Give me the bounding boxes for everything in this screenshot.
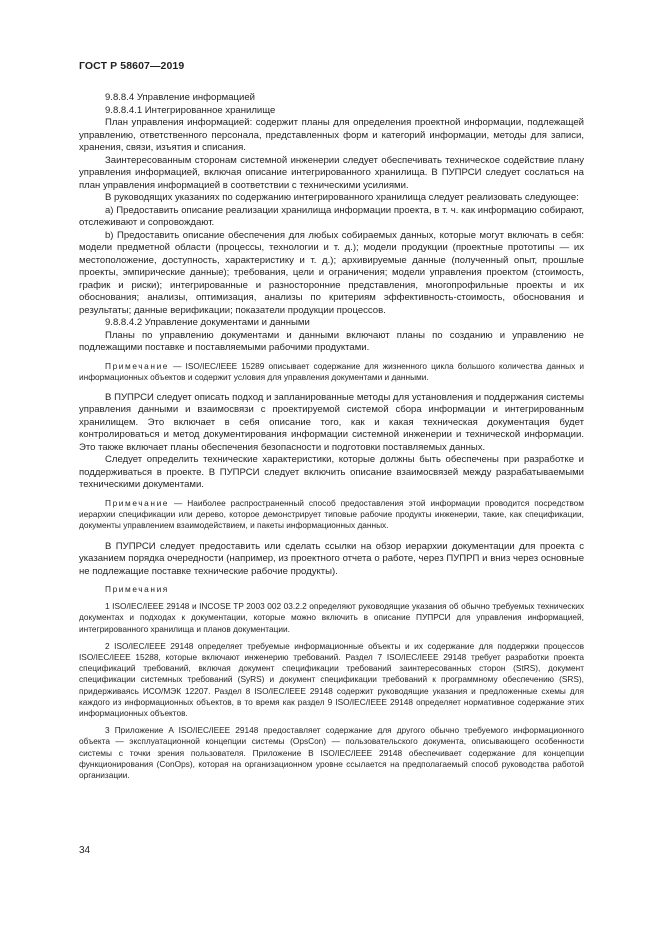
paragraph: План управления информацией: содержит планы для определения проектной информации, подлежащей управлению, ответственного персонала, представленных форм и категорий информации, методы для записи, хранения, связи, изъятия и списания. <box>79 117 584 153</box>
page-number: 34 <box>79 845 91 856</box>
numbered-note-2: 2 ISO/IEC/IEEE 29148 определяет требуемые информационные объекты и их содержание для поддержки процессов ISO/IEC/IEEE 15288, которые включают инженерию требований. Раздел 7 ISO/IEC/IEEE 29148 требует разработки проекта спецификаций требований, включая документ спецификации требований заинтересованных сторон (StRS), документ спецификации системных требований (SyRS) и документ спецификации требований к программному обеспечению (SRS), придерживаясь ИСО/МЭК 12207. Раздел 8 ISO/IEC/IEEE 29148 содержит руководящие указания и предложенные схемы для каждого из информационных объектов, в то время как раздел 9 ISO/IEC/IEEE 29148 определяет нормативное содержание этих информационных объектов. <box>79 640 584 719</box>
note-text: — ISO/IEC/IEEE 15289 описывает содержание для жизненного цикла большого количества данных и информационных объектов и содержит условия для управления документами и данными. <box>79 360 584 382</box>
paragraph: В руководящих указаниях по содержанию интегрированного хранилища следует реализовать следующее: <box>105 192 579 203</box>
note-label: Примечание <box>105 360 170 371</box>
paragraph: Планы по управлению документами и данными включают планы по созданию и управлению не подлежащими поставке и поставляемыми рабочими продуктами. <box>79 329 584 353</box>
document-header: ГОСТ Р 58607—2019 <box>79 60 185 72</box>
page-body <box>79 92 584 781</box>
list-item-b: b) Предоставить описание обеспечения для любых собираемых данных, которые могут включать в себя: модели предметной области (процессы, технологии и т. д.); модели продукции (проектные прототипы — их местоположение, доступность, характеристику и т. д.); архивируемые данные (полученный опыт, прошлые проекты, эмпирические данные); требования, цели и ограничения; модели управления проектом (стоимость, график и риски); интегрированные и разносторонние представления, многопрофильные проекты и их обоснования; анализы, оптимизация, анализы по критериям эффективность-стоимость, обоснования и результаты; данные верификации; показатели продукции процессов. <box>79 229 584 316</box>
section-heading-9-8-8-4-2: 9.8.8.4.2 Управление документами и данными <box>105 317 310 328</box>
section-heading-9-8-8-4-1: 9.8.8.4.1 Интегрированное хранилище <box>105 104 276 116</box>
note <box>79 498 584 532</box>
numbered-note-1: 1 ISO/IEC/IEEE 29148 и INCOSE TP 2003 002 03.2.2 определяют руководящие указания об обычно требуемых технических документах и подходах к документации, которые можно включить в описание ПУПРСИ для управления информацией, интегрированного хранилища и планов документации. <box>79 601 584 634</box>
section-heading-9-8-8-4: 9.8.8.4 Управление информацией <box>105 92 255 103</box>
paragraph: В ПУПРСИ следует описать подход и запланированные методы для установления и поддержания системы управления данными и взаимосвязи с проектируемой системой сбора информации и интегрированным хранилищем. Это включает в себя описание того, как и какая техническая документация будет контролироваться и метод документирования информации системной инженерии и технической информации. Это также включает планы обеспечения безопасности и подготовки поставляемых данных. <box>79 391 584 453</box>
list-item-a: a) Предоставить описание реализации хранилища информации проекта, в т. ч. как информацию собирают, отслеживают и сопровождают. <box>79 204 584 228</box>
note-label: Примечание <box>105 497 170 508</box>
paragraph: Следует определить технические характеристики, которые должны быть обеспечены при разработке и поддерживаться в проекте. В ПУПРСИ следует включить описание взаимосвязей между разрабатываемыми техническими документами. <box>79 454 584 491</box>
paragraph: В ПУПРСИ следует предоставить или сделать ссылки на обзор иерархии документации для проекта с указанием порядка очередности (например, из проектного отчета о работе, через ПУПРП и вниз через основные не подлежащие поставке технические рабочие продукты). <box>79 540 584 577</box>
note-text: — Наиболее распространенный способ предоставления этой информации проводится посредством иерархии спецификации или дерево, которое демонстрирует типовые рабочие продукты инженерии, такие, как спецификации, документы управлением взаимодействием, и пакеты информационных данных. <box>79 497 584 531</box>
paragraph: Заинтересованным сторонам системной инженерии следует обеспечивать техническое содействие плану управления информацией, включая описание интегрированного хранилища. В ПУПРСИ следует сослаться на план управления информацией в соответствии с техническими усилиями. <box>79 154 584 191</box>
numbered-note-3: 3 Приложение A ISO/IEC/IEEE 29148 предоставляет содержание для другого обычно требуемого информационного объекта — эксплуатационной концепции системы (OpsCon) — пользовательского документа, описывающего особенности системы с точки зрения пользователя. Приложение B ISO/IEC/IEEE 29148 обеспечивает содержание для концепции функционирования (ConOps), которая на организационном уровне ссылается на предполагаемый способ руководства работой организации. <box>79 725 584 781</box>
notes-heading: Примечания <box>105 584 169 595</box>
note <box>79 361 584 383</box>
